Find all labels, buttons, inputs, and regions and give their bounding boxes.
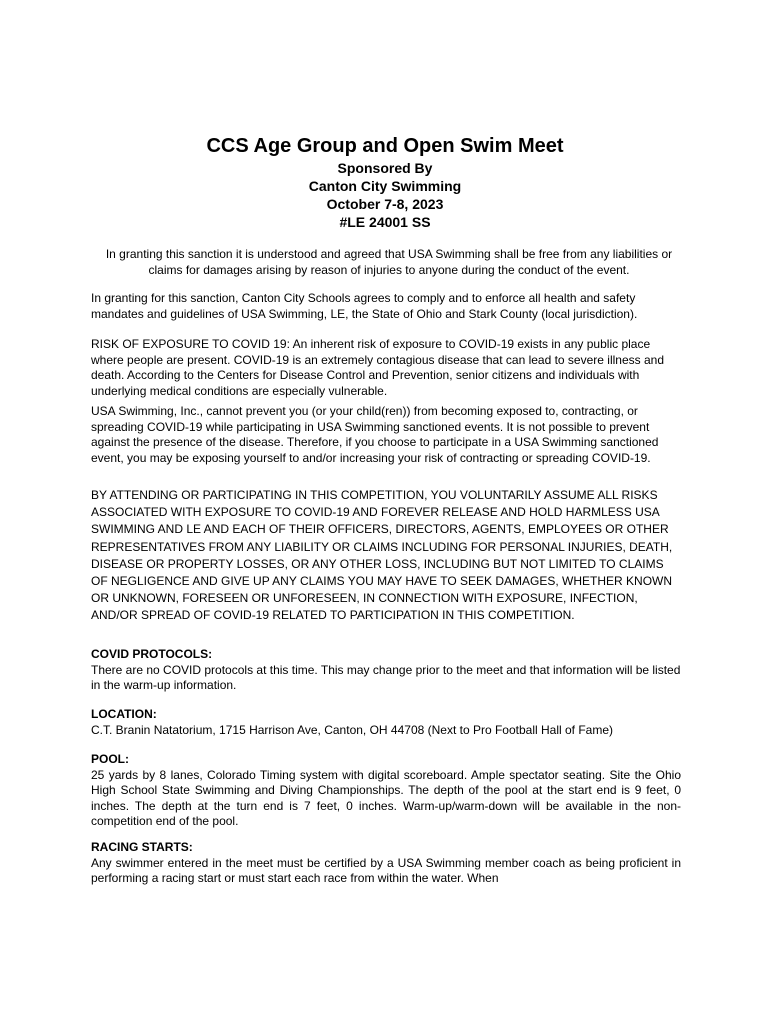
covid-protocols-section [91,647,681,694]
location-heading: LOCATION: [91,707,157,721]
racing-starts-section [91,840,681,887]
racing-starts-body: Any swimmer entered in the meet must be certified by a USA Swimming member coach as being proficient in performing a racing start or must start each race from within the water. When [91,855,681,885]
location-section [91,707,681,738]
meet-dates: October 7-8, 2023 [326,196,444,212]
location-body: C.T. Branin Natatorium, 1715 Harrison Ave, Canton, OH 44708 (Next to Pro Football Hall of Fame) [91,722,614,737]
covid-protocols-body: There are no COVID protocols at this time. This may change prior to the meet and that information will be listed in the warm-up information. [91,662,681,692]
pool-body: 25 yards by 8 lanes, Colorado Timing system with digital scoreboard. Ample spectator seating. Site the Ohio High School State Swimming and Diving Championships. The depth of the pool at the start end is 9 feet, 0 inches. The depth at the turn end is 7 feet, 0 inches. Warm-up/warm-down will be available in the non-competition end of the pool. [91,767,681,828]
liability-paragraph: In granting this sanction it is understood and agreed that USA Swimming shall be free from any liabilities or claims for damages arising by reason of injuries to anyone during the conduct of the event. [105,247,673,277]
assume-risk-paragraph: BY ATTENDING OR PARTICIPATING IN THIS COMPETITION, YOU VOLUNTARILY ASSUME ALL RISKS ASSOCIATED WITH EXPOSURE TO COVID-19 AND FOREVER RELEASE AND HOLD HARMLESS USA SWIMMING AND LE AND EACH OF THEIR OFFICERS, DIRECTORS, AGENTS, EMPLOYEES OR OTHER REPRESENTATIVES FROM ANY LIABILITY OR CLAIMS INCLUDING FOR PERSONAL INJURIES, DEATH, DISEASE OR PROPERTY LOSSES, OR ANY OTHER LOSS, INCLUDING BUT NOT LIMITED TO CLAIMS OF NEGLIGENCE AND GIVE UP ANY CLAIMS YOU MAY HAVE TO SEEK DAMAGES, WHETHER KNOWN OR UNKNOWN, FORESEEN OR UNFORESEEN, IN CONNECTION WITH EXPOSURE, INFECTION, AND/OR SPREAD OF COVID-19 RELATED TO PARTICIPATION IN THIS COMPETITION. [91,488,673,623]
compliance-paragraph: In granting for this sanction, Canton City Schools agrees to comply and to enforce all health and safety mandates and guidelines of USA Swimming, LE, the State of Ohio and Stark County (local jurisdiction). [91,291,638,321]
sponsored-by-label: Sponsored By [337,160,433,176]
pool-heading: POOL: [91,752,129,766]
sponsor-name: Canton City Swimming [308,178,462,194]
racing-starts-heading: RACING STARTS: [91,840,193,854]
usa-swimming-paragraph: USA Swimming, Inc., cannot prevent you (or your child(ren)) from becoming exposed to, contracting, or spreading COVID-19 while participating in USA Swimming sanctioned events. It is not possible to prevent against the presence of the disease. Therefore, if you choose to participate in a USA Swimming sanctioned event, you may be exposing yourself to and/or increasing your risk of contracting or spreading COVID-19. [91,404,659,465]
page-title: CCS Age Group and Open Swim Meet [206,135,564,157]
covid-protocols-heading: COVID PROTOCOLS: [91,647,213,661]
sanction-number: #LE 24001 SS [339,214,431,230]
pool-section [91,752,681,830]
document-header [0,133,770,231]
covid-risk-paragraph: RISK OF EXPOSURE TO COVID 19: An inherent risk of exposure to COVID-19 exists in any public place where people are present. COVID-19 is an extremely contagious disease that can lead to severe illness and death. According to the Centers for Disease Control and Prevention, senior citizens and individuals with underlying medical conditions are especially vulnerable. [91,337,664,398]
